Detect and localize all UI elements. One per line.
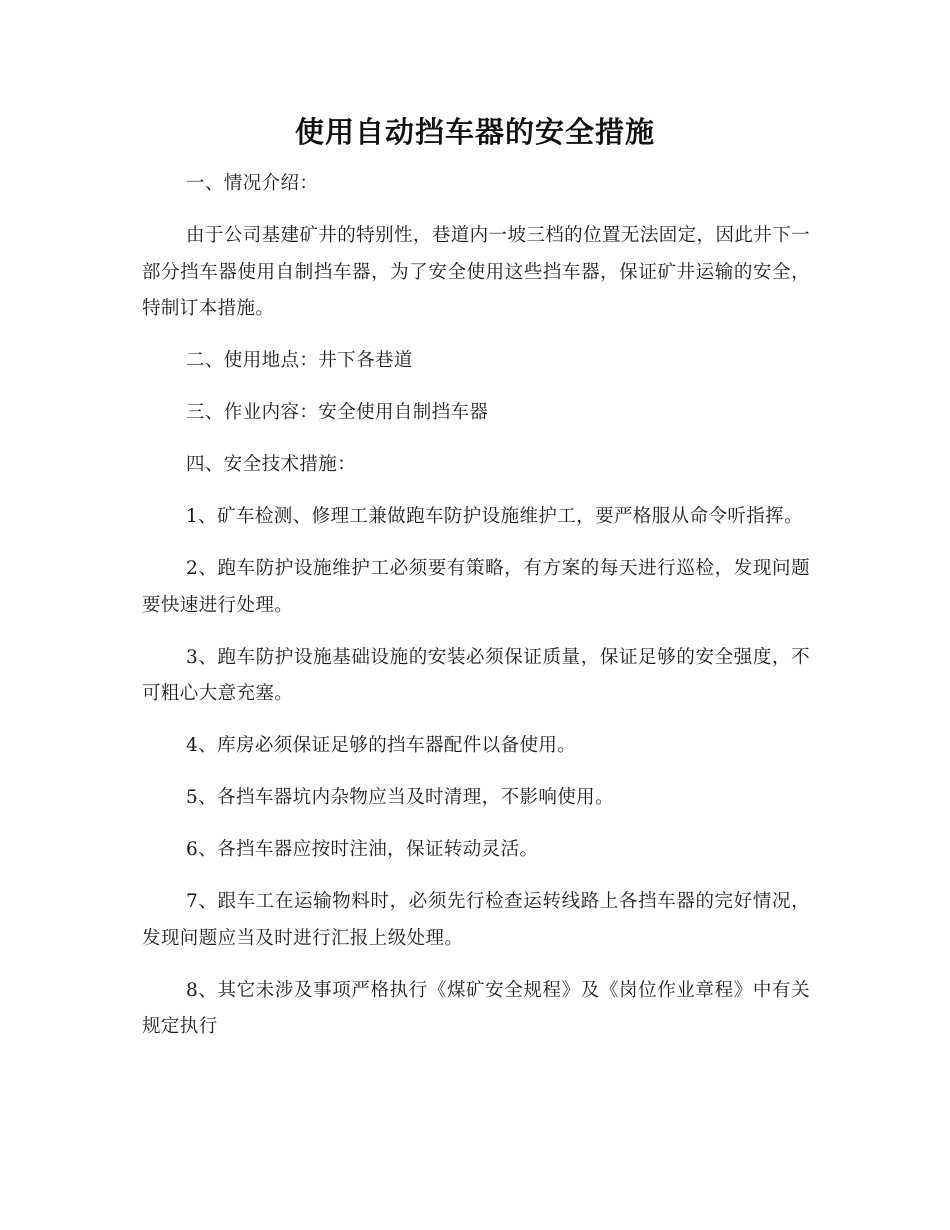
section-heading-location: 二、使用地点：井下各巷道 [186, 350, 413, 371]
section-heading-measures: 四、安全技术措施： [186, 454, 357, 475]
document-title: 使用自动挡车器的安全措施 [294, 115, 655, 149]
measure-item-1: 1、矿车检测、修理工兼做跑车防护设施维护工，要严格服从命令听指挥。 [186, 506, 803, 527]
measure-item-3: 3、跑车防护设施基础设施的安装必须保证质量，保证足够的安全强度，不可粗心大意充塞。 [142, 646, 810, 704]
section-heading-situation: 一、情况介绍： [186, 173, 319, 194]
section-heading-content: 三、作业内容：安全使用自制挡车器 [186, 402, 489, 423]
measure-item-5: 5、各挡车器坑内杂物应当及时清理，不影响使用。 [186, 787, 614, 808]
measure-item-7: 7、跟车工在运输物料时，必须先行检查运转线路上各挡车器的完好情况，发现问题应当及时进行汇报上级处理。 [142, 891, 810, 949]
measure-item-6: 6、各挡车器应按时注油，保证转动灵活。 [186, 839, 539, 860]
paragraph-situation-text: 由于公司基建矿井的特别性，巷道内一坡三档的位置无法固定，因此井下一部分挡车器使用自制挡车器，为了安全使用这些挡车器，保证矿井运输的安全，特制订本措施。 [142, 225, 810, 319]
measure-item-2: 2、跑车防护设施维护工必须要有策略，有方案的每天进行巡检，发现问题要快速进行处理。 [142, 558, 810, 616]
measure-item-4: 4、库房必须保证足够的挡车器配件以备使用。 [186, 735, 577, 756]
measure-item-8: 8、其它未涉及事项严格执行《煤矿安全规程》及《岗位作业章程》中有关规定执行 [142, 979, 810, 1037]
document-body [142, 166, 810, 1061]
